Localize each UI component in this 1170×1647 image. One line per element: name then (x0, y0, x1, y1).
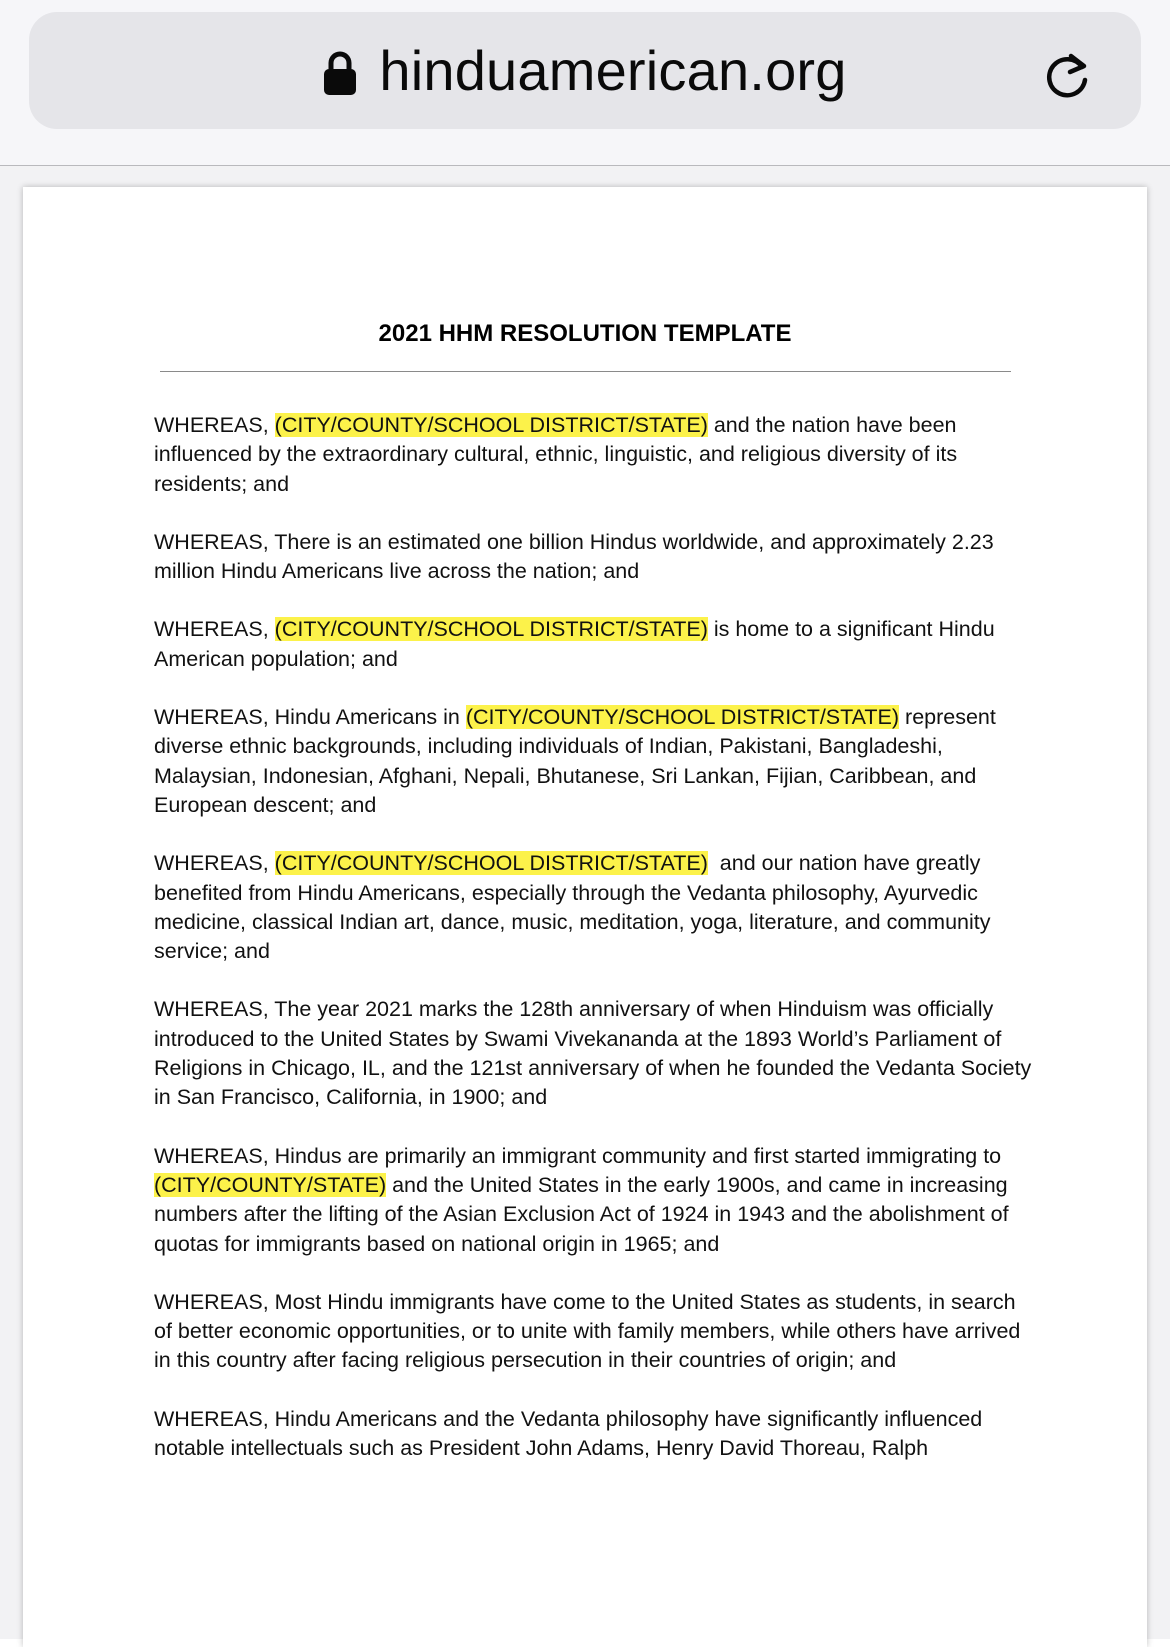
paragraph-text: is home to a significant Hindu American population; and (154, 617, 995, 671)
whereas-paragraph (154, 615, 1039, 674)
whereas-paragraph (154, 1405, 1039, 1464)
placeholder-highlight: (CITY/COUNTY/SCHOOL DISTRICT/STATE) (274, 413, 708, 437)
document-title: 2021 HHM RESOLUTION TEMPLATE (378, 320, 792, 347)
paragraph-text: WHEREAS, Hindu Americans and the Vedanta philosophy have significantly influenced notable intellectuals such as President John Adams, Henry David Thoreau, Ralph (154, 1406, 983, 1461)
whereas-paragraph (154, 703, 1039, 820)
paragraph-text: WHEREAS, (154, 851, 275, 876)
paragraph-text: WHEREAS, (154, 617, 275, 642)
title-divider (160, 371, 1011, 372)
whereas-paragraph (154, 528, 1039, 587)
reload-icon[interactable] (1043, 50, 1093, 100)
paragraph-text: and the United States in the early 1900s, and came in increasing numbers after the lifting of the Asian Exclusion Act of 1924 in 1943 and the abolishment of quotas for immigrants based on national origin in 1965; and (154, 1172, 1009, 1256)
placeholder-highlight: (CITY/COUNTY/SCHOOL DISTRICT/STATE) (274, 851, 708, 876)
paragraph-text: WHEREAS, Most Hindu immigrants have come to the United States as students, in search of better economic opportunities, or to unite with family members, while others have arrived in this country after facing religious persecution in their countries of origin; and (154, 1289, 1021, 1373)
paragraph-text: WHEREAS, Hindu Americans in (154, 705, 466, 730)
whereas-paragraph (154, 995, 1039, 1112)
whereas-paragraph (154, 849, 1039, 966)
address-bar-content (29, 12, 1141, 129)
paragraph-text: represent diverse ethnic backgrounds, including individuals of Indian, Pakistani, Bangladeshi, Malaysian, Indonesian, Afghani, Nepali, Bhutanese, Sri Lankan, Fijian, Caribbean, and European descent; and (154, 705, 996, 817)
paragraph-text: WHEREAS, There is an estimated one billion Hindus worldwide, and approximately 2.23 million Hindu Americans live across the nation; and (154, 529, 994, 584)
paragraph-text: and our nation have greatly benefited from Hindu Americans, especially through the Vedanta philosophy, Ayurvedic medicine, classical Indian art, dance, music, meditation, yoga, literature, and community service; and (154, 851, 997, 964)
whereas-paragraph (154, 411, 1039, 499)
browser-toolbar (0, 0, 1170, 166)
placeholder-highlight: (CITY/COUNTY/STATE) (154, 1172, 387, 1197)
whereas-paragraph (154, 1288, 1039, 1376)
address-bar[interactable] (29, 12, 1141, 129)
document-page (23, 187, 1147, 1647)
placeholder-highlight: (CITY/COUNTY/SCHOOL DISTRICT/STATE) (465, 705, 900, 730)
paragraph-text: WHEREAS, (154, 413, 275, 437)
url-text[interactable]: hinduamerican.org (379, 39, 847, 102)
document-body (154, 411, 1039, 1492)
whereas-paragraph (154, 1142, 1039, 1259)
placeholder-highlight: (CITY/COUNTY/SCHOOL DISTRICT/STATE) (274, 617, 708, 642)
paragraph-text: WHEREAS, Hindus are primarily an immigrant community and first started immigrating to (154, 1143, 1002, 1168)
paragraph-text: WHEREAS, The year 2021 marks the 128th anniversary of when Hinduism was officially introduced to the United States by Swami Vivekananda at the 1893 World’s Parliament of Religions in Chicago, IL, and the 121st anniversary of when he founded the Vedanta Society in San Francisco, California, in 1900; and (154, 997, 1032, 1110)
paragraph-text: and the nation have been influenced by the extraordinary cultural, ethnic, linguistic, and religious diversity of its residents; and (154, 413, 958, 496)
lock-icon (323, 51, 357, 95)
